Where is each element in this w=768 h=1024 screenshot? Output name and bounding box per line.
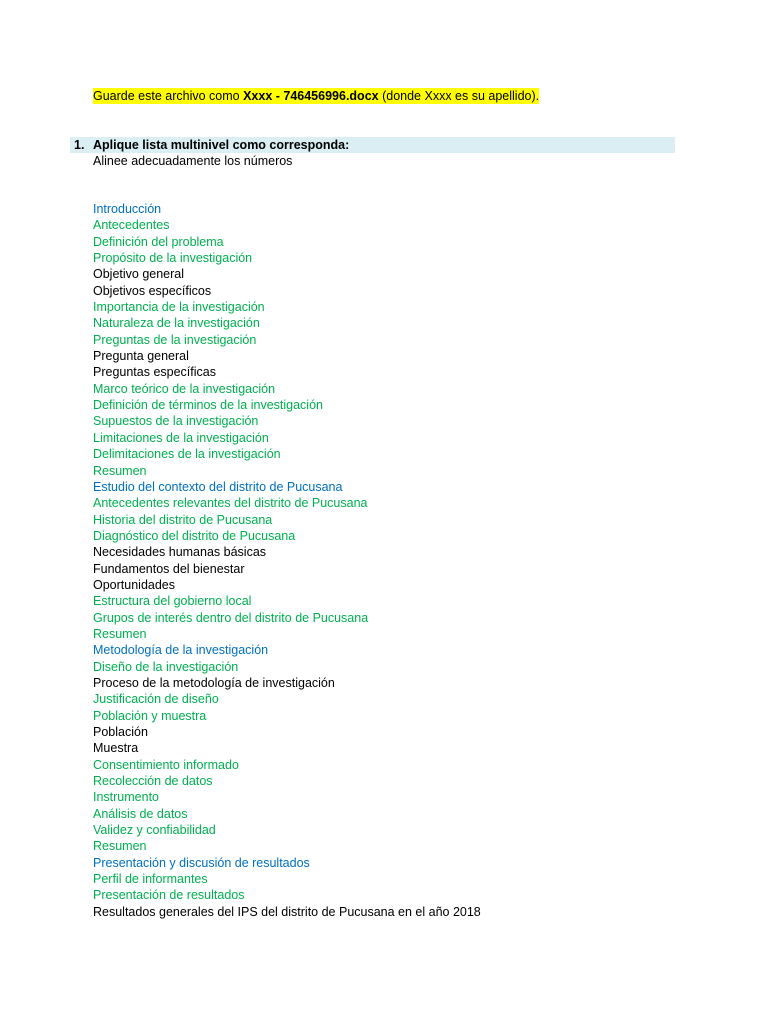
instruction-highlight xyxy=(93,88,539,104)
outline-item-level-3[interactable]: Muestra xyxy=(93,741,139,756)
outline-list xyxy=(93,201,481,920)
outline-item-level-2[interactable]: Diagnóstico del distrito de Pucusana xyxy=(93,528,296,543)
outline-item-level-3[interactable]: Preguntas específicas xyxy=(93,365,216,380)
outline-item-level-3[interactable]: Proceso de la metodología de investigación xyxy=(93,675,335,690)
outline-item-level-2[interactable]: Población y muestra xyxy=(93,708,207,723)
outline-item-level-2[interactable]: Naturaleza de la investigación xyxy=(93,316,260,331)
outline-item-level-2[interactable]: Resumen xyxy=(93,463,147,478)
outline-item-level-2[interactable]: Instrumento xyxy=(93,790,160,805)
outline-item-level-2[interactable]: Antecedentes relevantes del distrito de Pucusana xyxy=(93,496,368,511)
outline-item-level-3[interactable]: Fundamentos del bienestar xyxy=(93,561,245,576)
outline-item-level-3[interactable]: Resultados generales del IPS del distrito de Pucusana en el año 2018 xyxy=(93,904,481,919)
outline-item-level-3[interactable]: Población xyxy=(93,725,148,739)
task-title: Aplique lista multinivel como corresponda: xyxy=(93,138,350,152)
outline-item-level-2[interactable]: Resumen xyxy=(93,626,147,641)
outline-item-level-2[interactable]: Importancia de la investigación xyxy=(93,300,265,315)
outline-item-level-2[interactable]: Estructura del gobierno local xyxy=(93,594,252,609)
instruction-prefix: Guarde este archivo como xyxy=(93,89,244,103)
outline-item-level-1[interactable]: Presentación y discusión de resultados xyxy=(93,855,310,870)
task-number: 1. xyxy=(74,138,85,152)
outline-item-level-3[interactable]: Objetivos específicos xyxy=(93,283,212,298)
outline-item-level-1[interactable]: Estudio del contexto del distrito de Pucusana xyxy=(93,479,343,494)
outline-item-level-2[interactable]: Propósito de la investigación xyxy=(93,251,253,266)
instruction-suffix: (donde Xxxx es su apellido). xyxy=(378,89,540,103)
outline-item-level-2[interactable]: Grupos de interés dentro del distrito de Pucusana xyxy=(93,610,369,625)
outline-item-level-3[interactable]: Pregunta general xyxy=(93,349,189,364)
outline-item-level-2[interactable]: Recolección de datos xyxy=(93,774,213,789)
task-subtitle: Alinee adecuadamente los números xyxy=(93,154,293,168)
outline-item-level-2[interactable]: Supuestos de la investigación xyxy=(93,414,259,429)
outline-item-level-2[interactable]: Definición del problema xyxy=(93,234,224,249)
outline-item-level-3[interactable]: Oportunidades xyxy=(93,577,176,592)
outline-item-level-2[interactable]: Antecedentes xyxy=(93,218,170,233)
outline-item-level-2[interactable]: Definición de términos de la investigación xyxy=(93,398,323,413)
outline-item-level-2[interactable]: Marco teórico de la investigación xyxy=(93,381,276,396)
outline-item-level-2[interactable]: Resumen xyxy=(93,839,147,854)
outline-item-level-2[interactable]: Justificación de diseño xyxy=(93,692,219,707)
outline-item-level-2[interactable]: Delimitaciones de la investigación xyxy=(93,447,281,462)
outline-item-level-2[interactable]: Consentimiento informado xyxy=(93,757,239,772)
outline-item-level-1[interactable]: Metodología de la investigación xyxy=(93,643,269,658)
outline-item-level-2[interactable]: Validez y confiabilidad xyxy=(93,823,216,838)
outline-item-level-2[interactable]: Análisis de datos xyxy=(93,806,188,821)
outline-item-level-2[interactable]: Presentación de resultados xyxy=(93,888,245,903)
outline-item-level-1[interactable]: Introducción xyxy=(93,202,162,216)
outline-item-level-3[interactable]: Objetivo general xyxy=(93,267,185,282)
outline-item-level-2[interactable]: Limitaciones de la investigación xyxy=(93,430,269,445)
outline-item-level-2[interactable]: Preguntas de la investigación xyxy=(93,332,257,347)
outline-item-level-3[interactable]: Necesidades humanas básicas xyxy=(93,545,267,560)
outline-item-level-2[interactable]: Historia del distrito de Pucusana xyxy=(93,512,273,527)
outline-item-level-2[interactable]: Perfil de informantes xyxy=(93,872,208,887)
outline-item-level-2[interactable]: Diseño de la investigación xyxy=(93,659,239,674)
instruction-filename: Xxxx - 746456996.docx xyxy=(243,89,379,103)
